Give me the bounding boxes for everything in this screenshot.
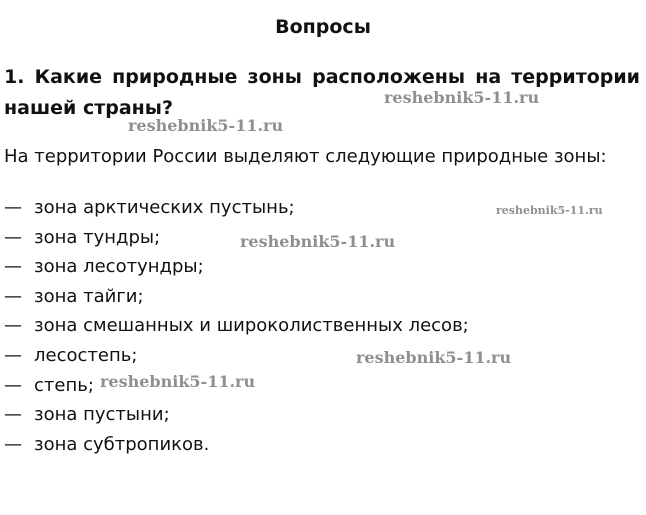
list-item [4,430,469,460]
zone-label: зона арктических пустынь; [34,197,295,218]
list-dash: — [4,433,22,455]
zone-label: зона тундры; [34,226,161,248]
list-dash: — [4,374,22,396]
list-dash: — [4,315,22,337]
watermark: reshebnik5-11.ru [356,348,512,367]
list-item [4,252,469,282]
zone-label: лесостепь; [34,344,138,366]
list-item [4,223,469,253]
list-dash: — [4,197,22,218]
zone-label: зона тайги; [34,285,144,307]
list-dash: — [4,256,22,278]
zone-label: зона пустыни; [34,404,170,426]
zones-list [4,193,469,459]
list-item [4,282,469,312]
list-dash: — [4,344,22,366]
zone-label: зона смешанных и широколиственных лесов; [34,315,469,337]
list-item [4,400,469,430]
section-heading: Вопросы [275,16,371,38]
question-text: 1. Какие природные зоны расположены на территории нашей страны? [4,66,640,119]
zone-label: степь; [34,374,94,396]
watermark: reshebnik5-11.ru [496,204,603,217]
list-item [4,193,469,223]
watermark: reshebnik5-11.ru [240,232,396,251]
watermark: reshebnik5-11.ru [128,116,284,135]
zone-label: зона лесотундры; [34,256,204,278]
zone-label: зона субтропиков. [34,433,210,455]
watermark: reshebnik5-11.ru [384,88,540,107]
watermark: reshebnik5-11.ru [100,372,256,391]
list-dash: — [4,285,22,307]
list-dash: — [4,226,22,248]
list-item [4,311,469,341]
list-dash: — [4,404,22,426]
answer-intro: На территории России выделяют следующие природные зоны: [4,146,607,167]
